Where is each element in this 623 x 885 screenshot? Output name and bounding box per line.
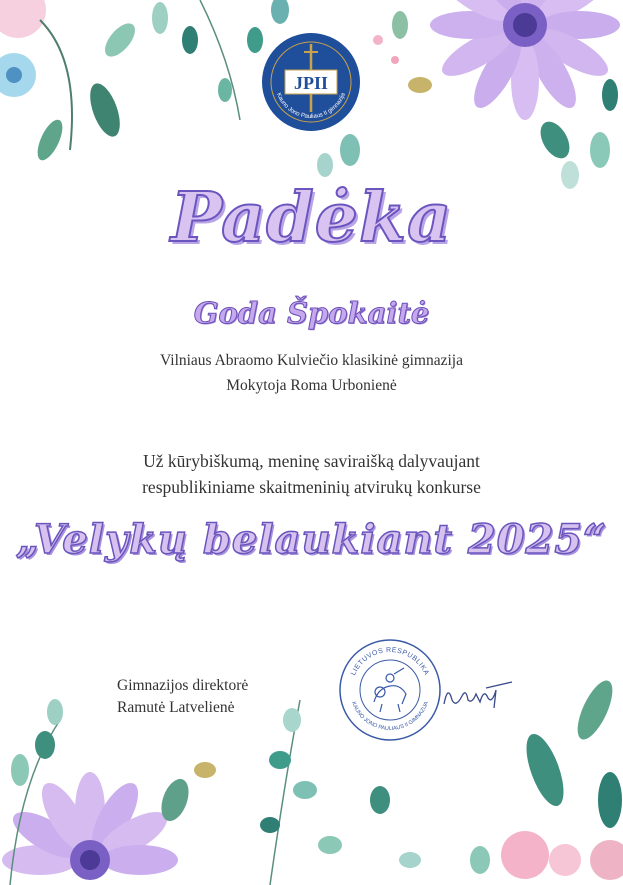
page-title: Padėka bbox=[170, 178, 453, 258]
teacher-name: Mokytoja Roma Urbonienė bbox=[226, 377, 397, 394]
seal-bottom-text: KAUNO JONO PAULIAUS II GIMNAZIJA bbox=[350, 700, 430, 733]
contest-name: „Velykų belaukiant 2025“ bbox=[15, 516, 608, 563]
top-right-flower bbox=[430, 0, 620, 189]
description-line-2: respublikiniame skaitmeninių atvirukų konkurse bbox=[142, 477, 481, 497]
bottom-left-flowers bbox=[2, 699, 216, 885]
svg-text:LIETUVOS RESPUBLIKA bbox=[350, 647, 430, 677]
logo-letters: JPII bbox=[293, 73, 329, 93]
official-seal bbox=[338, 638, 442, 742]
seal-top-text: LIETUVOS RESPUBLIKA bbox=[350, 646, 430, 677]
knight-emblem-icon bbox=[374, 668, 406, 712]
director-role: Gimnazijos direktorė bbox=[117, 677, 249, 694]
logo-ring-text: Kauno Jono Pauliaus II gimnazija bbox=[275, 92, 347, 121]
recipient-name: Goda Špokaitė bbox=[193, 296, 430, 330]
school-logo bbox=[261, 32, 361, 132]
director-name: Ramutė Latvelienė bbox=[117, 699, 235, 716]
svg-text:KAUNO JONO PAULIAUS II GIMNAZI bbox=[350, 701, 430, 732]
director-signature bbox=[438, 674, 518, 714]
description-line-1: Už kūrybiškumą, meninę saviraišką dalyvaujant bbox=[143, 451, 480, 471]
school-name: Vilniaus Abraomo Kulviečio klasikinė gimnazija bbox=[160, 352, 463, 369]
top-left-flowers bbox=[0, 0, 168, 164]
